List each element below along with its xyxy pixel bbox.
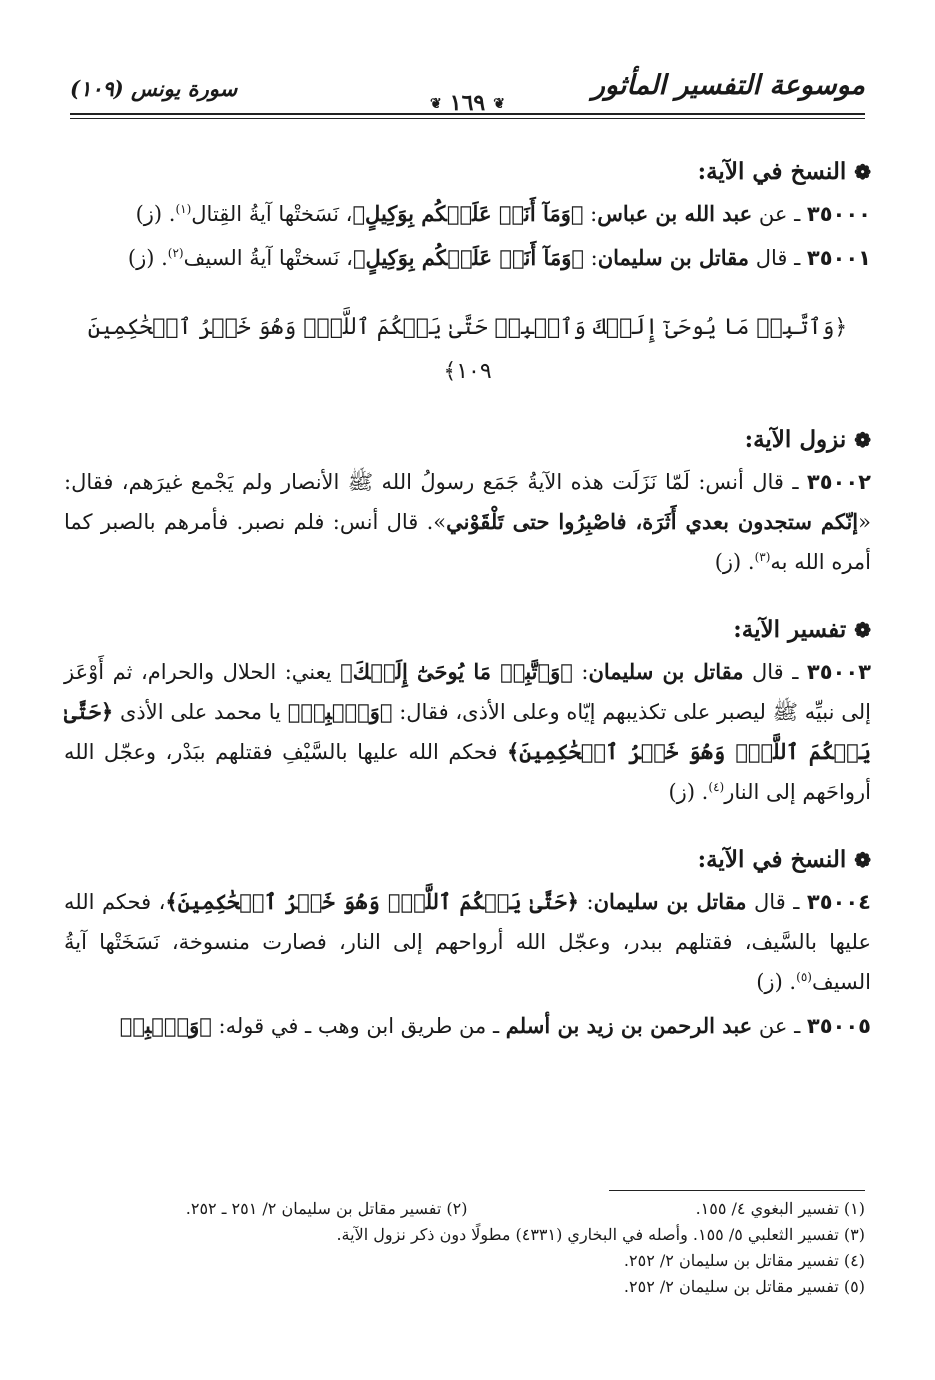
footnote-row — [70, 1196, 865, 1222]
narrator-name: عبد الرحمن بن زيد بن أسلم — [505, 1013, 753, 1038]
quran-quote: ﴿وَمَآ أَنَا۠ عَلَيۡكُم بِوَكِيلٍ﴾ — [352, 245, 584, 270]
hadith-number: ٣٥٠٠١ — [806, 246, 871, 270]
narrator-name: مقاتل بن سليمان — [588, 659, 744, 684]
narrator-name: مقاتل بن سليمان — [597, 245, 750, 270]
quran-quote: ﴿حَتَّىٰ يَحۡكُمَ ٱللَّهُۚ وَهُوَ خَيۡرُ ٱلۡحَٰكِمِينَ﴾ — [64, 699, 872, 764]
footnote-ref[interactable]: (١) — [175, 202, 192, 216]
quran-verse: ﴿وَٱتَّبِعۡ مَا يُوحَىٰٓ إِلَيۡكَ وَٱصۡبِرۡ حَتَّىٰ يَحۡكُمَ ٱللَّهُۚ وَهُوَ خَيۡرُ ٱلۡحَٰكِمِينَ ١٠٩﴾ — [87, 315, 848, 384]
page-header — [70, 58, 865, 116]
footnote-ref[interactable]: (٣) — [754, 550, 771, 564]
hadith-paragraph: ٣٥٠٠٣ ـ قال مقاتل بن سليمان: ﴿وَٱتَّبِعۡ مَا يُوحَىٰٓ إِلَيۡكَ﴾ يعني: الحلال والحرام، ثم أَوْعَز إلى نبيِّه ﷺ ليصبر على تكذيبهم إيّاه وعلى الأذى، فقال: ﴿وَٱصۡبِرۡ﴾ يا محمد على الأذى ﴿حَتَّىٰ يَحۡكُمَ ٱللَّهُۚ وَهُوَ خَيۡرُ ٱلۡحَٰكِمِينَ﴾ فحكم الله عليها بالسَّيْفِ فقتلهم ببَدْر، وعجّل الله أرواحَهم إلى النار$^{(٤)}$. (ز) — [64, 659, 872, 804]
section-heading: ❁النسخ في الآية: — [697, 846, 871, 873]
sura-label: سورة يونس (١٠٩) — [70, 76, 238, 101]
hadith-paragraph: ٣٥٠٠٢ ـ قال أنس: لَمّا نَزَلَت هذه الآيةُ جَمَع رسولُ الله ﷺ الأنصار ولم يَجْمع غيرَهم، فقال: «إنّكم ستجدون بعدي أَثَرَة، فاصْبِرُوا حتى تَلْقَوْني». قال أنس: فلم نصبر. فأمرهم بالصبر كما أمره الله به$^{(٣)}$. (ز) — [64, 470, 871, 574]
ornament-icon: ❦ — [493, 96, 505, 112]
quran-quote: ﴿وَٱصۡبِرۡ﴾ — [287, 699, 393, 724]
narrator-name: عبد الله بن عباس — [597, 201, 753, 226]
ornament-icon: ❦ — [430, 96, 442, 112]
flower-icon: ❁ — [854, 848, 871, 872]
hadith-number: ٣٥٠٠٤ — [806, 890, 871, 914]
flower-icon: ❁ — [854, 160, 871, 184]
footnote: (٤) تفسير مقاتل بن سليمان ٢/ ٢٥٢. — [623, 1251, 865, 1270]
quran-quote: ﴿حَتَّىٰ يَحۡكُمَ ٱللَّهُۚ وَهُوَ خَيۡرُ ٱلۡحَٰكِمِينَ﴾ — [165, 889, 579, 914]
hadith-paragraph: ٣٥٠٠٤ ـ قال مقاتل بن سليمان: ﴿حَتَّىٰ يَحۡكُمَ ٱللَّهُۚ وَهُوَ خَيۡرُ ٱلۡحَٰكِمِينَ﴾، فحكم الله عليها بالسَّيف، فقتلهم ببدر، وعجّل الله أرواحهم إلى النار، فصارت منسوخة، نَسَخَتْها آيةُ السيف$^{(٥)}$. (ز) — [64, 889, 871, 994]
hadith-paragraph: ٣٥٠٠١ ـ قال مقاتل بن سليمان: ﴿وَمَآ أَنَا۠ عَلَيۡكُم بِوَكِيلٍ﴾، نَسختْها آيةُ السيف$^{(٢)}$. (ز) — [127, 245, 871, 270]
footnote: (١) تفسير البغوي ٤/ ١٥٥. — [695, 1199, 865, 1218]
footnote-ref[interactable]: (٢) — [167, 246, 184, 260]
hadith-number: ٣٥٠٠٥ — [806, 1014, 871, 1038]
header-rule-thin — [70, 118, 865, 119]
flower-icon: ❁ — [854, 428, 871, 452]
footnote: (٣) تفسير الثعلبي ٥/ ١٥٥. وأصله في البخاري (٤٣٣١) مطولًا دون ذكر نزول الآية. — [336, 1225, 865, 1244]
flower-icon: ❁ — [854, 618, 871, 642]
hadith-number: ٣٥٠٠٠ — [806, 202, 871, 226]
page-number: ١٦٩ — [449, 90, 486, 116]
main-text — [64, 150, 871, 1050]
hadith-number: ٣٥٠٠٢ — [806, 470, 871, 494]
header-rule — [70, 113, 865, 115]
hadith-paragraph: ٣٥٠٠٠ ـ عن عبد الله بن عباس: ﴿وَمَآ أَنَا۠ عَلَيۡكُم بِوَكِيلٍ﴾، نَسَختْها آيةُ القِتال$^{(١)}$. (ز) — [135, 201, 871, 226]
footnote-rule — [609, 1190, 865, 1191]
quran-quote: ﴿وَٱتَّبِعۡ مَا يُوحَىٰٓ إِلَيۡكَ﴾ — [340, 659, 573, 684]
book-title: موسوعة التفسير المأثور — [591, 70, 865, 101]
hadith-number: ٣٥٠٠٣ — [806, 660, 871, 684]
footnote: (٢) تفسير مقاتل بن سليمان ٢/ ٢٥١ ـ ٢٥٢. — [185, 1199, 468, 1218]
section-heading: ❁تفسير الآية: — [733, 616, 871, 643]
quran-quote: ﴿وَٱصۡبِرۡ — [119, 1013, 212, 1038]
hadith-paragraph: ٣٥٠٠٥ ـ عن عبد الرحمن بن زيد بن أسلم ـ من طريق ابن وهب ـ في قوله: ﴿وَٱصۡبِرۡ — [119, 1013, 871, 1038]
footnote-ref[interactable]: (٥) — [796, 970, 812, 984]
footnote: (٥) تفسير مقاتل بن سليمان ٢/ ٢٥٢. — [623, 1277, 865, 1296]
narrator-name: مقاتل بن سليمان — [593, 889, 747, 914]
footnotes — [70, 1196, 865, 1300]
prophet-quote: إنّكم ستجدون بعدي أَثَرَة، فاصْبِرُوا حتى تَلْقَوْني — [446, 509, 859, 534]
section-heading: ❁النسخ في الآية: — [697, 158, 871, 185]
quran-quote: ﴿وَمَآ أَنَا۠ عَلَيۡكُم بِوَكِيلٍ﴾ — [352, 201, 584, 226]
footnote-ref[interactable]: (٤) — [708, 780, 725, 794]
section-heading: ❁نزول الآية: — [744, 426, 871, 453]
